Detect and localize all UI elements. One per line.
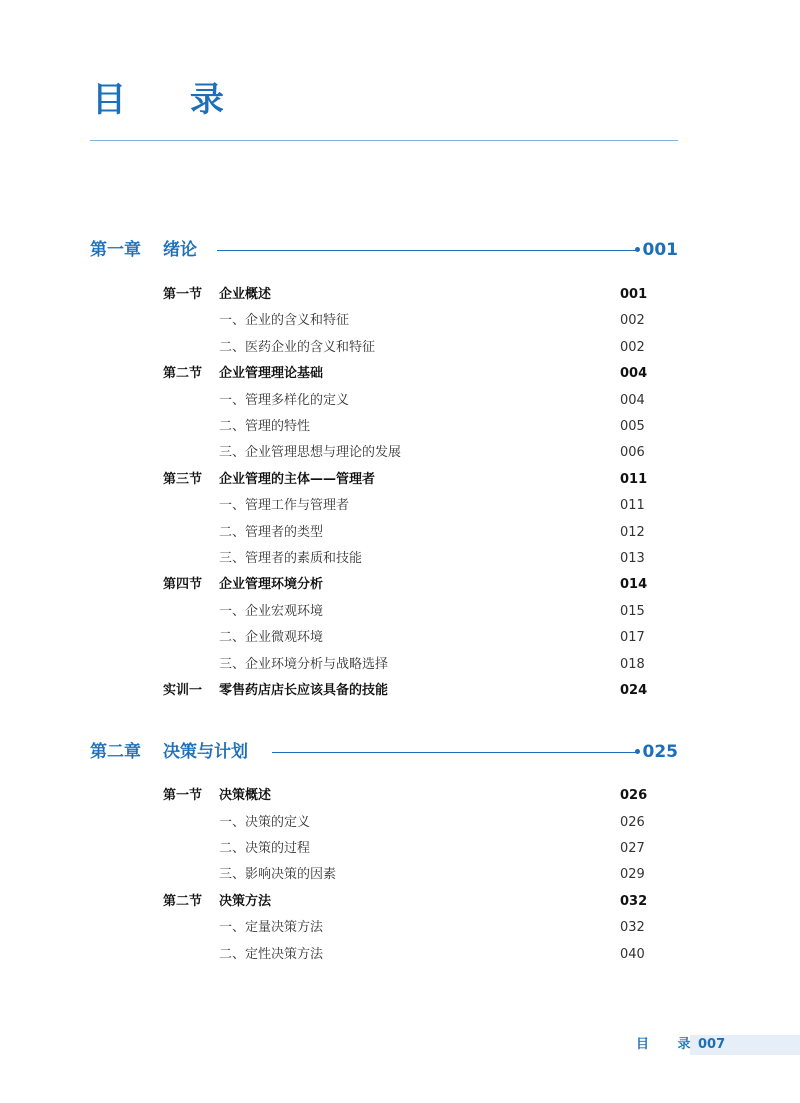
subsection-title: 三、管理者的素质和技能 (219, 551, 363, 566)
subsection-page-number: 040 (620, 947, 645, 962)
toc-subsection-entry[interactable] (0, 653, 800, 677)
chapter-label: 第二章 (90, 742, 141, 762)
toc-subsection-entry[interactable] (0, 600, 800, 624)
toc-section-entry[interactable] (0, 890, 800, 914)
section-title: 企业管理的主体——管理者 (219, 472, 376, 487)
subsection-title: 二、企业微观环境 (219, 630, 324, 645)
subsection-title: 三、企业环境分析与战略选择 (219, 657, 389, 672)
toc-section-entry[interactable] (0, 679, 800, 703)
chapter-title: 绪论 (163, 240, 197, 260)
toc-subsection-entry[interactable] (0, 811, 800, 835)
subsection-page-number: 004 (620, 393, 645, 408)
chapter-heading[interactable] (90, 739, 678, 765)
subsection-page-number: 005 (620, 419, 645, 434)
section-title: 决策方法 (219, 894, 272, 909)
section-title: 企业管理环境分析 (219, 577, 324, 592)
toc-subsection-entry[interactable] (0, 415, 800, 439)
footer-page-number: 007 (698, 1037, 726, 1052)
chapter-leader-dot (635, 749, 640, 754)
section-page-number: 011 (620, 472, 648, 487)
subsection-title: 一、决策的定义 (219, 815, 311, 830)
subsection-page-number: 029 (620, 867, 645, 882)
toc-subsection-entry[interactable] (0, 916, 800, 940)
subsection-page-number: 017 (620, 630, 645, 645)
subsection-title: 一、管理多样化的定义 (219, 393, 350, 408)
chapter-page-number: 001 (642, 240, 678, 260)
subsection-title: 一、企业宏观环境 (219, 604, 324, 619)
section-page-number: 001 (620, 287, 648, 302)
subsection-page-number: 006 (620, 445, 645, 460)
toc-section-entry[interactable] (0, 573, 800, 597)
toc-subsection-entry[interactable] (0, 336, 800, 360)
subsection-page-number: 012 (620, 525, 645, 540)
subsection-title: 三、影响决策的因素 (219, 867, 337, 882)
subsection-title: 一、企业的含义和特征 (219, 313, 350, 328)
chapter-leader-line (272, 752, 636, 753)
section-label: 第一节 (163, 287, 203, 302)
subsection-page-number: 027 (620, 841, 645, 856)
subsection-page-number: 013 (620, 551, 645, 566)
toc-subsection-entry[interactable] (0, 441, 800, 465)
chapter-label: 第一章 (90, 240, 141, 260)
toc-section-entry[interactable] (0, 283, 800, 307)
subsection-page-number: 018 (620, 657, 645, 672)
section-page-number: 032 (620, 894, 648, 909)
toc-subsection-entry[interactable] (0, 863, 800, 887)
subsection-title: 一、管理工作与管理者 (219, 498, 350, 513)
subsection-title: 二、管理的特性 (219, 419, 311, 434)
title-divider (90, 140, 678, 141)
subsection-page-number: 002 (620, 313, 645, 328)
section-title: 零售药店店长应该具备的技能 (219, 683, 389, 698)
toc-subsection-entry[interactable] (0, 626, 800, 650)
subsection-page-number: 026 (620, 815, 645, 830)
subsection-title: 二、医药企业的含义和特征 (219, 340, 376, 355)
subsection-page-number: 032 (620, 920, 645, 935)
section-label: 第四节 (163, 577, 203, 592)
toc-subsection-entry[interactable] (0, 521, 800, 545)
subsection-page-number: 011 (620, 498, 645, 513)
chapter-title: 决策与计划 (163, 742, 248, 762)
section-page-number: 026 (620, 788, 648, 803)
toc-subsection-entry[interactable] (0, 494, 800, 518)
toc-section-entry[interactable] (0, 362, 800, 386)
page-title: 目 录 (92, 80, 250, 120)
section-page-number: 004 (620, 366, 648, 381)
section-label: 第一节 (163, 788, 203, 803)
toc-subsection-entry[interactable] (0, 547, 800, 571)
section-label: 实训一 (163, 683, 203, 698)
chapter-heading[interactable] (90, 237, 678, 263)
section-label: 第二节 (163, 894, 203, 909)
subsection-title: 二、管理者的类型 (219, 525, 324, 540)
section-title: 决策概述 (219, 788, 272, 803)
section-label: 第三节 (163, 472, 203, 487)
chapter-leader-line (217, 250, 636, 251)
section-page-number: 024 (620, 683, 648, 698)
chapter-leader-dot (635, 247, 640, 252)
toc-subsection-entry[interactable] (0, 943, 800, 967)
section-title: 企业概述 (219, 287, 272, 302)
subsection-title: 二、决策的过程 (219, 841, 311, 856)
subsection-page-number: 002 (620, 340, 645, 355)
toc-subsection-entry[interactable] (0, 837, 800, 861)
subsection-title: 一、定量决策方法 (219, 920, 324, 935)
subsection-page-number: 015 (620, 604, 645, 619)
section-page-number: 014 (620, 577, 648, 592)
toc-subsection-entry[interactable] (0, 309, 800, 333)
section-label: 第二节 (163, 366, 203, 381)
footer-running-title: 目 录 (636, 1037, 703, 1052)
toc-section-entry[interactable] (0, 468, 800, 492)
toc-section-entry[interactable] (0, 784, 800, 808)
section-title: 企业管理理论基础 (219, 366, 324, 381)
subsection-title: 二、定性决策方法 (219, 947, 324, 962)
chapter-page-number: 025 (642, 742, 678, 762)
toc-subsection-entry[interactable] (0, 389, 800, 413)
subsection-title: 三、企业管理思想与理论的发展 (219, 445, 402, 460)
